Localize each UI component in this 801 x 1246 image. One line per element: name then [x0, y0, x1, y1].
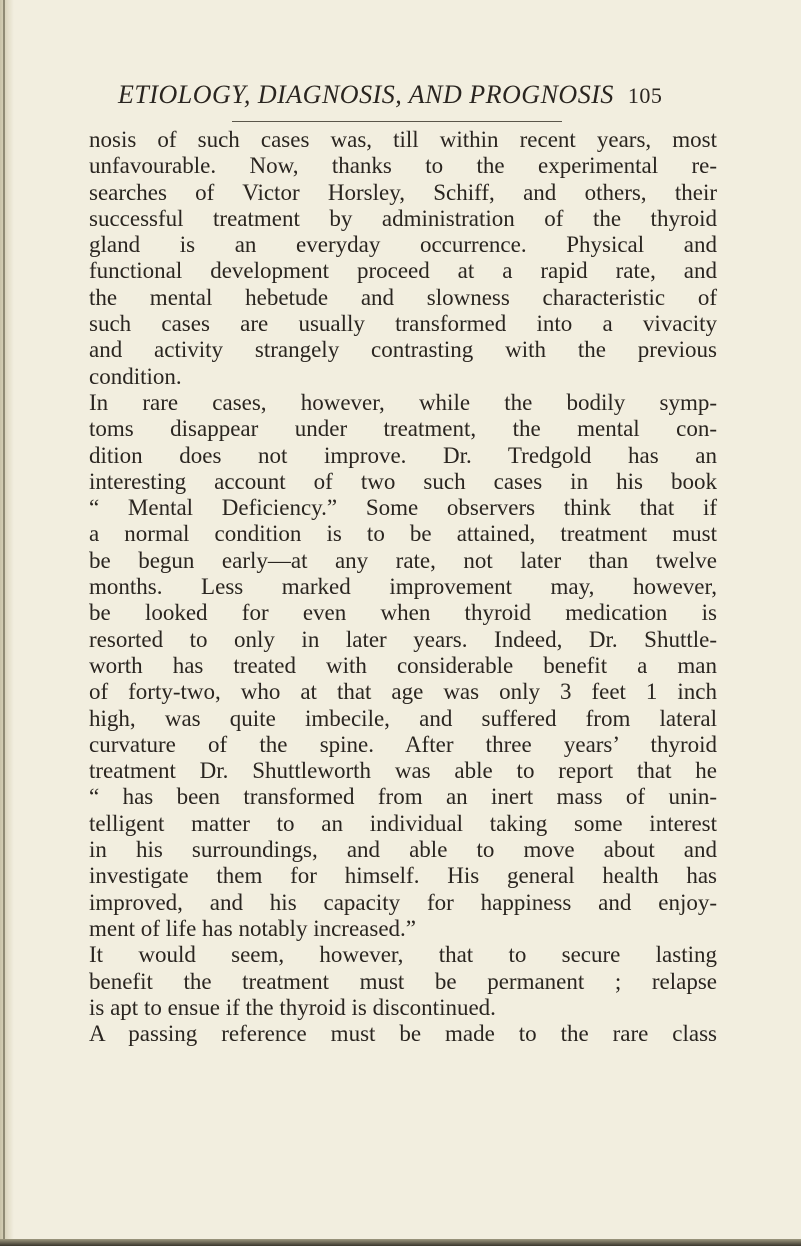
text-line: unfavourable. Now, thanks to the experimental re-	[89, 153, 717, 179]
text-line: in his surroundings, and able to move about and	[89, 837, 717, 863]
text-line: A passing reference must be made to the rare class	[89, 1021, 717, 1047]
text-line: be begun early—at any rate, not later than twelve	[89, 547, 717, 573]
text-line: benefit the treatment must be permanent ; relapse	[89, 968, 717, 994]
text-line: gland is an everyday occurrence. Physical and	[89, 232, 717, 258]
text-line: be looked for even when thyroid medication is	[89, 600, 717, 626]
page-bottom-edge	[0, 1239, 801, 1246]
text-line: interesting account of two such cases in his book	[89, 468, 717, 494]
text-line: dition does not improve. Dr. Tredgold has an	[89, 442, 717, 468]
text-line: is apt to ensue if the thyroid is discontinued.	[89, 994, 496, 1020]
text-line: searches of Victor Horsley, Schiff, and others, their	[89, 179, 717, 205]
text-line: worth has treated with considerable benefit a man	[89, 652, 717, 678]
text-line: successful treatment by administration of the thyroid	[89, 205, 717, 231]
text-line: and activity strangely contrasting with the previous	[89, 337, 717, 363]
text-line: toms disappear under treatment, the mental con-	[89, 416, 717, 442]
text-line: It would seem, however, that to secure lasting	[89, 942, 717, 968]
text-line: curvature of the spine. After three years’ thyroid	[89, 731, 717, 757]
text-line: “ has been transformed from an inert mass of unin-	[89, 784, 717, 810]
text-line: the mental hebetude and slowness characteristic of	[89, 284, 717, 310]
page-number: 105	[627, 83, 663, 108]
text-line: high, was quite imbecile, and suffered from lateral	[89, 705, 717, 731]
text-line: such cases are usually transformed into a vivacity	[89, 311, 717, 337]
text-line: investigate them for himself. His general health has	[89, 863, 717, 889]
header-rule	[232, 121, 562, 122]
text-line: resorted to only in later years. Indeed, Dr. Shuttle-	[89, 626, 717, 652]
text-line: “ Mental Deficiency.” Some observers think that if	[89, 495, 717, 521]
text-line: improved, and his capacity for happiness and enjoy-	[89, 889, 717, 915]
text-line: In rare cases, however, while the bodily symp-	[89, 389, 717, 415]
text-line: a normal condition is to be attained, treatment must	[89, 521, 717, 547]
text-line: condition.	[89, 363, 182, 389]
text-line: treatment Dr. Shuttleworth was able to report that he	[89, 758, 717, 784]
text-line: months. Less marked improvement may, however,	[89, 574, 717, 600]
text-line: nosis of such cases was, till within recent years, most	[89, 127, 717, 152]
running-head-title: ETIOLOGY, DIAGNOSIS, AND PROGNOSIS	[118, 80, 614, 109]
binding-edge	[3, 0, 5, 1246]
body-text	[89, 127, 717, 1047]
text-line: ment of life has notably increased.”	[89, 915, 416, 941]
running-head	[118, 80, 663, 114]
text-line: telligent matter to an individual taking some interest	[89, 810, 717, 836]
text-line: functional development proceed at a rapid rate, and	[89, 258, 717, 284]
text-line: of forty-two, who at that age was only 3 feet 1 inch	[89, 679, 717, 705]
